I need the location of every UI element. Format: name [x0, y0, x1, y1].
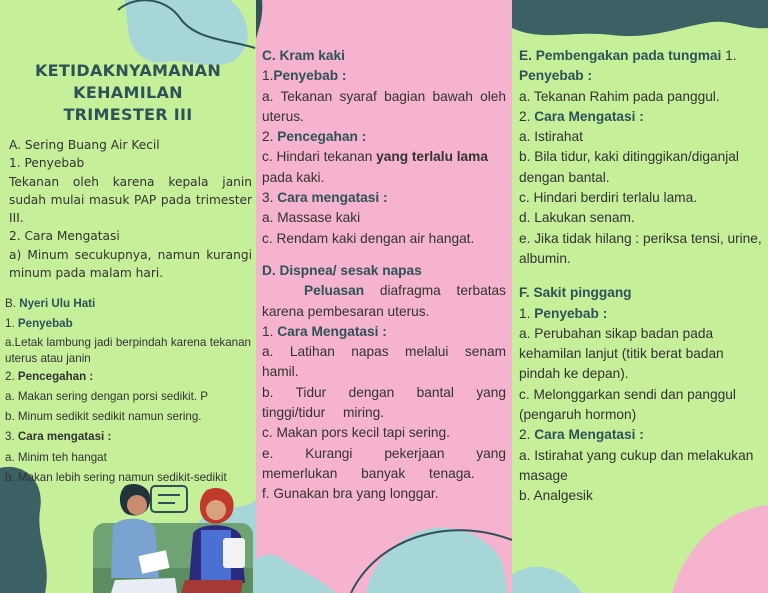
- section-c-heading: C. Kram kaki: [262, 48, 345, 63]
- title-line-3: TRIMESTER III: [63, 105, 193, 124]
- list-item: a. Istirahat yang cukup dan melakukan masage: [519, 447, 754, 483]
- list-item: a. Istirahat: [519, 129, 583, 145]
- middle-panel: [256, 0, 512, 593]
- list-item: e. Kurangi pekerjaan yang memerlukan banyak tenaga.: [262, 445, 506, 481]
- section-a-penyebab-text: Tekanan oleh karena kepala janin sudah mulai masuk PAP pada trimester III.: [9, 174, 252, 226]
- section-b-cara-label: 3. Cara mengatasi :: [5, 430, 112, 444]
- section-b-heading: B. Nyeri Ulu Hati: [5, 297, 96, 310]
- list-item: a. Minim teh hangat: [5, 450, 107, 464]
- left-panel: [0, 0, 256, 593]
- list-item: f. Gunakan bra yang longgar.: [262, 486, 439, 502]
- section-f-heading: F. Sakit pinggang: [519, 285, 632, 301]
- speech-bubble-icon: [151, 486, 187, 512]
- list-item: d. Lakukan senam.: [519, 210, 635, 226]
- section-b: [5, 294, 251, 488]
- list-item: b. Analgesik: [519, 488, 593, 504]
- brochure-title: [8, 60, 248, 126]
- section-e-heading: E. Pembengakan pada tungmai 1.: [519, 48, 737, 63]
- section-f-cara-label: 2. Cara Mengatasi :: [519, 427, 644, 443]
- section-c-penyebab-text: a. Tekanan syaraf bagian bawah oleh uterus.: [262, 88, 506, 124]
- section-e-f-column: [519, 46, 762, 507]
- list-item: b. Minum sedikit sedikit namun sering.: [5, 410, 202, 424]
- list-item: c. Hindari berdiri terlalu lama.: [519, 190, 698, 206]
- section-a-cara-label: 2. Cara Mengatasi: [9, 229, 120, 244]
- section-c-cara-label: 3. Cara mengatasi :: [262, 190, 388, 206]
- list-item: c. Melonggarkan sendi dan panggul (pengaruh hormon): [519, 386, 736, 423]
- list-item: a. Makan sering dengan porsi sedikit. P: [5, 389, 209, 403]
- section-d-penyebab-text: Peluasan diafragma terbatas karena pembesaran uterus.: [262, 283, 506, 319]
- section-e-cara-label: 2. Cara Mengatasi :: [519, 108, 644, 124]
- title-line-1: KETIDAKNYAMANAN: [34, 61, 222, 80]
- section-a: [9, 136, 252, 282]
- section-d-heading: D. Dispnea/ sesak napas: [262, 262, 422, 278]
- list-item: a. Perubahan sikap badan pada kehamilan lanjut (titik berat badan pindah ke depan).: [519, 325, 724, 382]
- list-item: b. Tidur dengan bantal yang tinggi/tidur miring.: [262, 384, 506, 421]
- section-b-penyebab-text: a.Letak lambung jadi berpindah karena tekanan uterus atau janin: [5, 335, 251, 365]
- section-c-pencegahan-label: 2. Pencegahan :: [262, 129, 367, 145]
- list-item: b. Bila tidur, kaki ditinggikan/diganjal dengan bantal.: [519, 149, 739, 185]
- section-b-pencegahan-label: 2. Pencegahan :: [5, 369, 94, 383]
- right-panel: [512, 0, 768, 593]
- section-c-penyebab-label: 1.Penyebab :: [262, 68, 347, 84]
- section-e-penyebab-text: a. Tekanan Rahim pada panggul.: [519, 88, 720, 104]
- title-line-2: KEHAMILAN: [73, 83, 183, 102]
- section-a-heading: A. Sering Buang Air Kecil: [9, 138, 160, 152]
- section-f-penyebab-label: 1. Penyebab :: [519, 305, 608, 321]
- section-a-penyebab-label: 1. Penyebab: [9, 156, 85, 171]
- consultation-illustration: [85, 478, 256, 593]
- section-d-cara-label: 1. Cara Mengatasi :: [262, 323, 387, 339]
- section-e-penyebab-label: Penyebab :: [519, 68, 593, 84]
- section-c-d-column: [262, 46, 506, 505]
- list-item: e. Jika tidak hilang : periksa tensi, urine, albumin.: [519, 230, 762, 266]
- list-item: a. Massase kaki: [262, 210, 361, 226]
- list-item: c. Makan pors kecil tapi sering.: [262, 425, 450, 441]
- section-b-penyebab-label: 1. Penyebab: [5, 317, 73, 331]
- list-item: b. Makan lebih sering namun sedikit-sedikit: [5, 471, 227, 485]
- list-item: a. Latihan napas melalui senam hamil.: [262, 344, 506, 380]
- section-c-pencegahan-text: c. Hindari tekanan yang terlalu lama pada kaki.: [262, 149, 488, 185]
- list-item: c. Rendam kaki dengan air hangat.: [262, 230, 475, 246]
- section-a-cara-text: a) Minum secukupnya, namun kurangi minum pada malam hari.: [9, 247, 252, 281]
